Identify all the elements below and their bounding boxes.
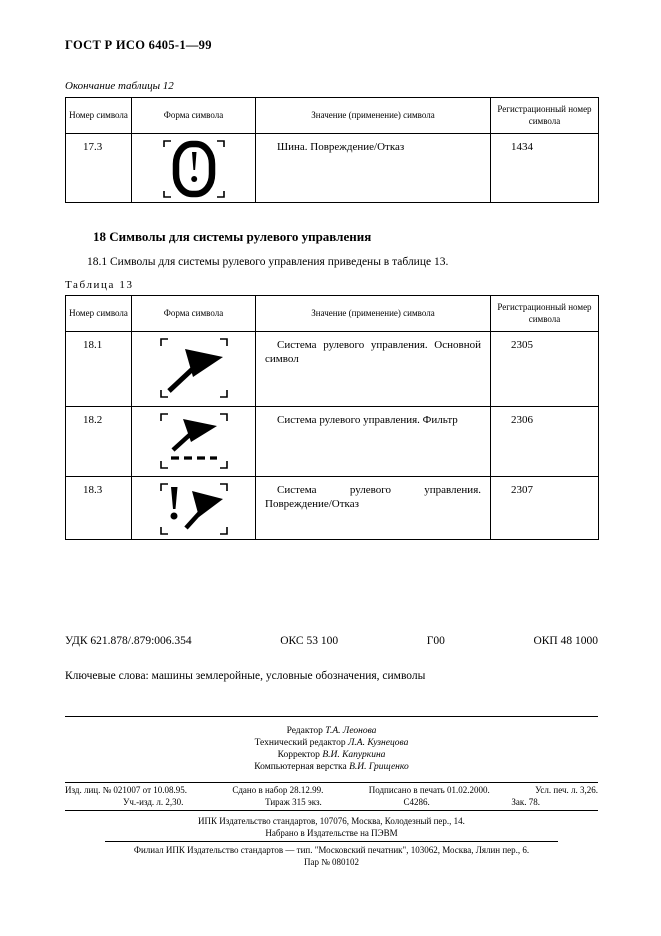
table-row-18-3 [66, 477, 599, 540]
classification-row [65, 635, 598, 647]
table13-label: Таблица 13 [65, 279, 134, 291]
col-header-symbol-meaning: Значение (применение) символа [256, 98, 491, 134]
credit-role: Компьютерная верстка [254, 762, 347, 773]
table12-caption: Окончание таблицы 12 [65, 80, 174, 92]
symbol-number: 18.1 [66, 332, 132, 407]
credit-line [65, 749, 598, 761]
steering-failure-icon [159, 482, 229, 536]
symbol-number: 17.3 [66, 134, 132, 203]
steering-filter-icon [159, 412, 229, 470]
keywords-line: Ключевые слова: машины землеройные, условные обозначения, символы [65, 670, 426, 682]
col-header-reg-number: Регистрационный номер символа [491, 98, 599, 134]
table-row-18-1 [66, 332, 599, 407]
section-18-intro: 18.1 Символы для системы рулевого управления приведены в таблице 13. [87, 256, 449, 268]
col-header-symbol-meaning: Значение (применение) символа [256, 296, 491, 332]
credit-name: В.И. Капуркина [322, 750, 386, 761]
col-header-symbol-form: Форма символа [132, 296, 256, 332]
symbol-meaning: Система рулевого управления. Фильтр [256, 407, 491, 477]
credit-role: Редактор [286, 726, 323, 736]
symbol-form-cell [132, 407, 256, 477]
credit-name: В.И. Грищенко [349, 762, 409, 773]
table13-header-row [66, 296, 599, 332]
group-code: Г00 [426, 635, 445, 647]
imprint-item: Тираж 315 экз. [265, 796, 322, 807]
print-license-number: Пар № 080102 [303, 857, 360, 868]
credit-line [65, 725, 598, 737]
doc-code: ГОСТ Р ИСО 6405-1—99 [65, 38, 212, 52]
table-row-18-2 [66, 407, 599, 477]
symbol-reg-number: 2306 [491, 407, 599, 477]
symbol-reg-number: 2305 [491, 332, 599, 407]
imprint-item: Усл. печ. л. 3,26. [535, 784, 598, 795]
symbol-form-cell [132, 134, 256, 203]
section-18-heading: 18 Символы для системы рулевого управления [93, 229, 372, 244]
table-row-17-3 [66, 134, 599, 203]
imprint-item: Подписано в печать 01.02.2000. [368, 784, 490, 795]
publisher-typeset-note: Набрано в Издательстве на ПЭВМ [265, 827, 398, 838]
symbol-reg-number: 1434 [491, 134, 599, 203]
credits-block [65, 717, 598, 782]
symbol-form-cell [132, 477, 256, 540]
printer-address: Филиал ИПК Издательство стандартов — тип. "Московский печатник", 103062, Москва, Лялин пер., 6. [133, 844, 530, 855]
divider [105, 841, 558, 842]
symbol-meaning: Система рулевого управления. Повреждение/Отказ [256, 477, 491, 540]
table-12 [65, 97, 599, 203]
credit-role: Технический редактор [254, 738, 346, 749]
col-header-symbol-form: Форма символа [132, 98, 256, 134]
steering-system-icon [159, 337, 229, 399]
imprint-item: Зак. 78. [511, 796, 540, 807]
publisher-block [65, 811, 598, 871]
imprint-item: Изд. лиц. № 021007 от 10.08.95. [65, 784, 187, 795]
imprint-row-1 [65, 783, 598, 797]
tire-failure-icon [162, 139, 226, 199]
credit-line [65, 761, 598, 773]
oks-code: ОКС 53 100 [280, 635, 339, 647]
symbol-meaning: Шина. Повреждение/Отказ [256, 134, 491, 203]
table12-header-row [66, 98, 599, 134]
udk-code: УДК 621.878/.879:006.354 [65, 635, 192, 647]
col-header-symbol-number: Номер символа [66, 296, 132, 332]
credit-name: Л.А. Кузнецова [347, 738, 409, 749]
publisher-address: ИПК Издательство стандартов, 107076, Москва, Колодезный пер., 14. [198, 815, 465, 826]
colophon [65, 716, 598, 870]
symbol-form-cell [132, 332, 256, 407]
credit-line [65, 737, 598, 749]
symbol-reg-number: 2307 [491, 477, 599, 540]
credit-name: Т.А. Леонова [325, 726, 377, 736]
symbol-number: 18.2 [66, 407, 132, 477]
col-header-reg-number: Регистрационный номер символа [491, 296, 599, 332]
imprint-item: Сдано в набор 28.12.99. [232, 784, 324, 795]
col-header-symbol-number: Номер символа [66, 98, 132, 134]
symbol-meaning: Система рулевого управления. Основной символ [256, 332, 491, 407]
imprint-item: Уч.-изд. л. 2,30. [123, 796, 184, 807]
symbol-number: 18.3 [66, 477, 132, 540]
imprint-row-2 [65, 797, 598, 810]
okp-code: ОКП 48 1000 [533, 635, 598, 647]
credit-role: Корректор [277, 750, 320, 761]
imprint-item: С4286. [403, 796, 430, 807]
table-13 [65, 295, 599, 540]
